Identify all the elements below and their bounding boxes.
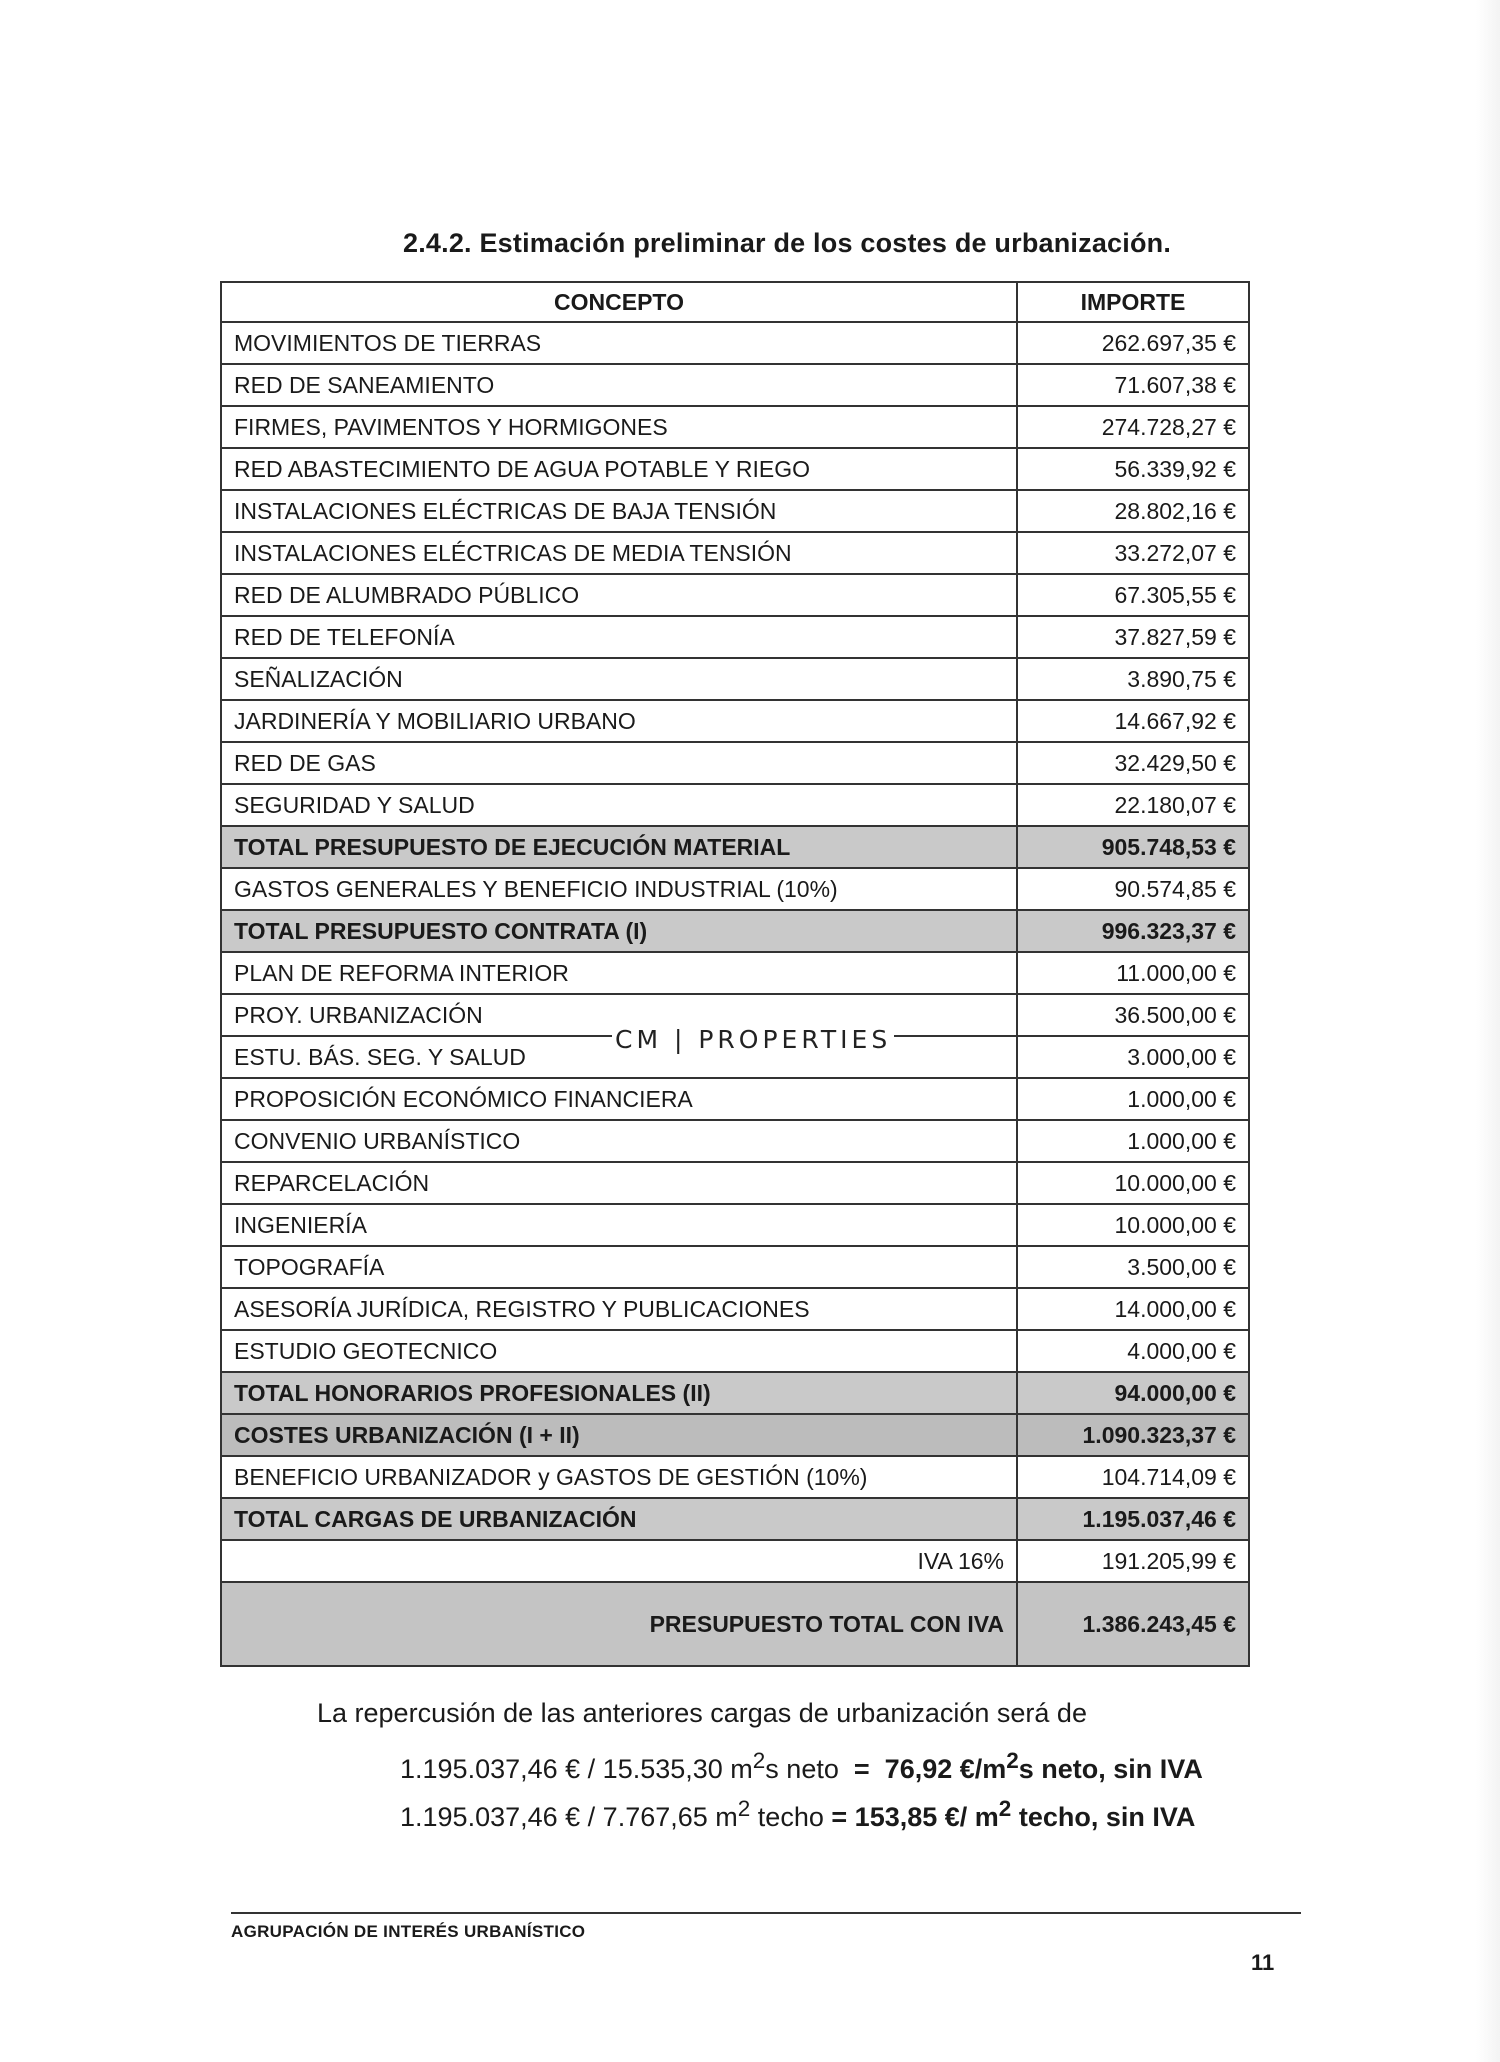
- concept-cell: RED DE ALUMBRADO PÚBLICO: [221, 574, 1017, 616]
- amount-cell: 37.827,59 €: [1017, 616, 1249, 658]
- equals-sign: =: [831, 1802, 848, 1832]
- calc-line-neto: [400, 1748, 1203, 1785]
- total-row: [221, 1414, 1249, 1456]
- concept-cell: CONVENIO URBANÍSTICO: [221, 1120, 1017, 1162]
- table-row: [221, 1330, 1249, 1372]
- concept-cell: COSTES URBANIZACIÓN (I + II): [221, 1414, 1017, 1456]
- section-title: 2.4.2. Estimación preliminar de los costes de urbanización.: [403, 228, 1172, 258]
- table-row: [221, 616, 1249, 658]
- table-row: [221, 742, 1249, 784]
- amount-cell: 3.500,00 €: [1017, 1246, 1249, 1288]
- table-row: [221, 322, 1249, 364]
- amount-cell: 905.748,53 €: [1017, 826, 1249, 868]
- amount-cell: 67.305,55 €: [1017, 574, 1249, 616]
- concept-cell: TOTAL PRESUPUESTO DE EJECUCIÓN MATERIAL: [221, 826, 1017, 868]
- amount-cell: 996.323,37 €: [1017, 910, 1249, 952]
- amount-cell: 32.429,50 €: [1017, 742, 1249, 784]
- concept-cell: BENEFICIO URBANIZADOR y GASTOS DE GESTIÓN (10%): [221, 1456, 1017, 1498]
- table-row: [221, 1456, 1249, 1498]
- concept-cell: PROPOSICIÓN ECONÓMICO FINANCIERA: [221, 1078, 1017, 1120]
- table-row: [221, 700, 1249, 742]
- amount-cell: 22.180,07 €: [1017, 784, 1249, 826]
- amount-cell: 14.667,92 €: [1017, 700, 1249, 742]
- concept-cell: TOTAL CARGAS DE URBANIZACIÓN: [221, 1498, 1017, 1540]
- amount-cell: 1.000,00 €: [1017, 1120, 1249, 1162]
- table-row: [221, 952, 1249, 994]
- superscript: 2: [752, 1748, 766, 1773]
- amount-cell: 191.205,99 €: [1017, 1540, 1249, 1582]
- table-row: [221, 1246, 1249, 1288]
- concept-cell: INSTALACIONES ELÉCTRICAS DE BAJA TENSIÓN: [221, 490, 1017, 532]
- amount-cell: 11.000,00 €: [1017, 952, 1249, 994]
- concept-cell: TOPOGRAFÍA: [221, 1246, 1017, 1288]
- table-row: [221, 658, 1249, 700]
- concept-cell: GASTOS GENERALES Y BENEFICIO INDUSTRIAL (10%): [221, 868, 1017, 910]
- watermark-text: CM | PROPERTIES: [612, 1025, 894, 1054]
- concept-cell: FIRMES, PAVIMENTOS Y HORMIGONES: [221, 406, 1017, 448]
- calc-left: 1.195.037,46 € / 15.535,30 m: [400, 1754, 753, 1784]
- page-edge: [1476, 0, 1500, 2062]
- superscript: 2: [998, 1796, 1012, 1821]
- concept-cell: IVA 16%: [221, 1540, 1017, 1582]
- concept-cell: RED DE GAS: [221, 742, 1017, 784]
- header-concepto: CONCEPTO: [221, 282, 1017, 322]
- calc-unit: techo: [757, 1802, 824, 1832]
- total-row: [221, 1372, 1249, 1414]
- concept-cell: PROY. URBANIZACIÓN: [221, 994, 1017, 1036]
- amount-cell: 14.000,00 €: [1017, 1288, 1249, 1330]
- calc-unit: s neto: [765, 1754, 839, 1784]
- amount-cell: 1.090.323,37 €: [1017, 1414, 1249, 1456]
- table-row: [221, 868, 1249, 910]
- concept-cell: SEGURIDAD Y SALUD: [221, 784, 1017, 826]
- calc-result: 76,92 €/m: [884, 1754, 1007, 1784]
- amount-cell: 1.386.243,45 €: [1017, 1582, 1249, 1666]
- table-row: [221, 532, 1249, 574]
- calc-result-tail: s neto, sin IVA: [1018, 1754, 1203, 1784]
- table-row: [221, 448, 1249, 490]
- footer-divider: [231, 1912, 1301, 1914]
- table-row: [221, 406, 1249, 448]
- table-row: [221, 1204, 1249, 1246]
- concept-cell: JARDINERÍA Y MOBILIARIO URBANO: [221, 700, 1017, 742]
- calc-result-tail: techo, sin IVA: [1018, 1802, 1196, 1832]
- table-row: [221, 1162, 1249, 1204]
- concept-cell: TOTAL PRESUPUESTO CONTRATA (I): [221, 910, 1017, 952]
- superscript: 2: [1006, 1748, 1019, 1773]
- amount-cell: 1.195.037,46 €: [1017, 1498, 1249, 1540]
- amount-cell: 10.000,00 €: [1017, 1162, 1249, 1204]
- amount-cell: 4.000,00 €: [1017, 1330, 1249, 1372]
- calc-line-techo: [400, 1796, 1195, 1833]
- table-row: [221, 574, 1249, 616]
- concept-cell: PLAN DE REFORMA INTERIOR: [221, 952, 1017, 994]
- equals-sign: =: [853, 1754, 870, 1784]
- concept-cell: MOVIMIENTOS DE TIERRAS: [221, 322, 1017, 364]
- amount-cell: 274.728,27 €: [1017, 406, 1249, 448]
- amount-cell: 262.697,35 €: [1017, 322, 1249, 364]
- repercussion-note: La repercusión de las anteriores cargas de urbanización será de: [317, 1698, 1087, 1728]
- total-row: [221, 826, 1249, 868]
- calc-result: 153,85 €/ m: [854, 1802, 999, 1832]
- costs-table: [220, 281, 1250, 1667]
- amount-cell: 3.890,75 €: [1017, 658, 1249, 700]
- table-row: [221, 784, 1249, 826]
- amount-cell: 94.000,00 €: [1017, 1372, 1249, 1414]
- page-number: 11: [1251, 1950, 1275, 1975]
- superscript: 2: [737, 1796, 751, 1821]
- total-row: [221, 910, 1249, 952]
- total-row: [221, 1498, 1249, 1540]
- amount-cell: 104.714,09 €: [1017, 1456, 1249, 1498]
- table-row: [221, 1288, 1249, 1330]
- concept-cell: REPARCELACIÓN: [221, 1162, 1017, 1204]
- table-row: [221, 1078, 1249, 1120]
- calc-left: 1.195.037,46 € / 7.767,65 m: [400, 1802, 738, 1832]
- concept-cell: TOTAL HONORARIOS PROFESIONALES (II): [221, 1372, 1017, 1414]
- amount-cell: 33.272,07 €: [1017, 532, 1249, 574]
- header-importe: IMPORTE: [1017, 282, 1249, 322]
- concept-cell: INGENIERÍA: [221, 1204, 1017, 1246]
- table-header-row: [221, 282, 1249, 322]
- concept-cell: INSTALACIONES ELÉCTRICAS DE MEDIA TENSIÓN: [221, 532, 1017, 574]
- footer-title: AGRUPACIÓN DE INTERÉS URBANÍSTICO: [231, 1922, 586, 1941]
- concept-cell: RED ABASTECIMIENTO DE AGUA POTABLE Y RIEGO: [221, 448, 1017, 490]
- amount-cell: 3.000,00 €: [1017, 1036, 1249, 1078]
- amount-cell: 56.339,92 €: [1017, 448, 1249, 490]
- amount-cell: 71.607,38 €: [1017, 364, 1249, 406]
- concept-cell: ESTUDIO GEOTECNICO: [221, 1330, 1017, 1372]
- grand-total-row: [221, 1582, 1249, 1666]
- amount-cell: 1.000,00 €: [1017, 1078, 1249, 1120]
- concept-cell: RED DE TELEFONÍA: [221, 616, 1017, 658]
- table-row: [221, 1120, 1249, 1162]
- concept-cell: SEÑALIZACIÓN: [221, 658, 1017, 700]
- concept-cell: ASESORÍA JURÍDICA, REGISTRO Y PUBLICACIONES: [221, 1288, 1017, 1330]
- concept-cell: PRESUPUESTO TOTAL CON IVA: [221, 1582, 1017, 1666]
- iva-row: [221, 1540, 1249, 1582]
- table-row: [221, 490, 1249, 532]
- amount-cell: 90.574,85 €: [1017, 868, 1249, 910]
- amount-cell: 28.802,16 €: [1017, 490, 1249, 532]
- amount-cell: 10.000,00 €: [1017, 1204, 1249, 1246]
- table-row: [221, 364, 1249, 406]
- amount-cell: 36.500,00 €: [1017, 994, 1249, 1036]
- concept-cell: ESTU. BÁS. SEG. Y SALUD: [221, 1036, 1017, 1078]
- concept-cell: RED DE SANEAMIENTO: [221, 364, 1017, 406]
